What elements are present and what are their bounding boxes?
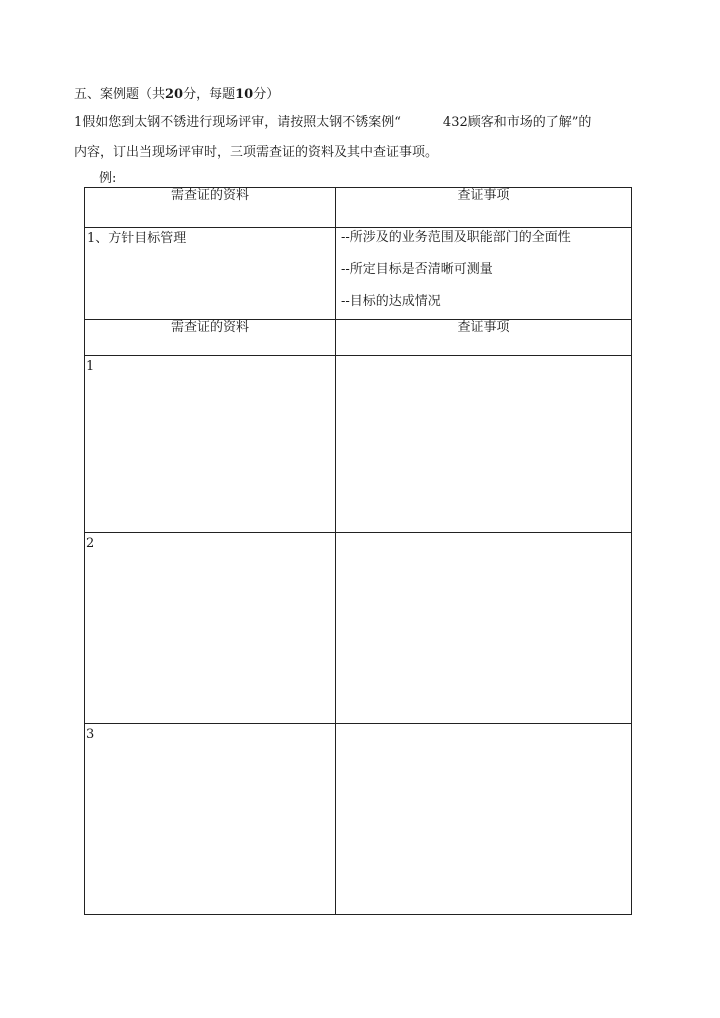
answer-material-cell[interactable] <box>85 533 336 724</box>
heading-text-c: 分，每题 <box>183 87 236 102</box>
answer-material-cell[interactable] <box>85 724 336 915</box>
table-row <box>85 533 632 724</box>
table-row <box>85 724 632 915</box>
header-check-items: 查证事项 <box>336 188 632 228</box>
example-material: 1、方针目标管理 <box>85 228 336 320</box>
answer-material-cell[interactable] <box>85 356 336 533</box>
row-number: 3 <box>86 727 95 742</box>
answer-check-cell[interactable] <box>336 356 632 533</box>
question-text-a: 1假如您到太钢不锈进行现场评审，请按照太钢不锈案例“ <box>74 115 401 130</box>
example-check-items <box>336 228 632 320</box>
answer-header-materials: 需查证的资料 <box>85 320 336 356</box>
heading-text-e: 分） <box>253 87 280 102</box>
question-text-b: 432顾客和市场的了解”的 <box>442 115 592 130</box>
header-materials: 需查证的资料 <box>85 188 336 228</box>
answer-header-row <box>85 320 632 356</box>
heading-total-points: 20 <box>165 87 184 102</box>
question-line-1 <box>74 115 591 131</box>
audit-table <box>84 187 632 915</box>
section-heading <box>74 87 279 103</box>
example-item: --目标的达成情况 <box>341 294 441 309</box>
table-header-row <box>85 188 632 228</box>
example-item: --所涉及的业务范围及职能部门的全面性 <box>341 230 571 245</box>
example-label: 例: <box>99 171 117 186</box>
heading-text-a: 五、案例题（共 <box>74 87 166 102</box>
question-line-2: 内容，订出当现场评审时，三项需查证的资料及其中查证事项。 <box>74 145 439 160</box>
answer-check-cell[interactable] <box>336 533 632 724</box>
example-item: --所定目标是否清晰可测量 <box>341 262 493 277</box>
row-number: 2 <box>86 536 95 551</box>
answer-check-cell[interactable] <box>336 724 632 915</box>
row-number: 1 <box>86 359 95 374</box>
example-row <box>85 228 632 320</box>
heading-question-points: 10 <box>235 87 254 102</box>
answer-header-check-items: 查证事项 <box>336 320 632 356</box>
table-row <box>85 356 632 533</box>
